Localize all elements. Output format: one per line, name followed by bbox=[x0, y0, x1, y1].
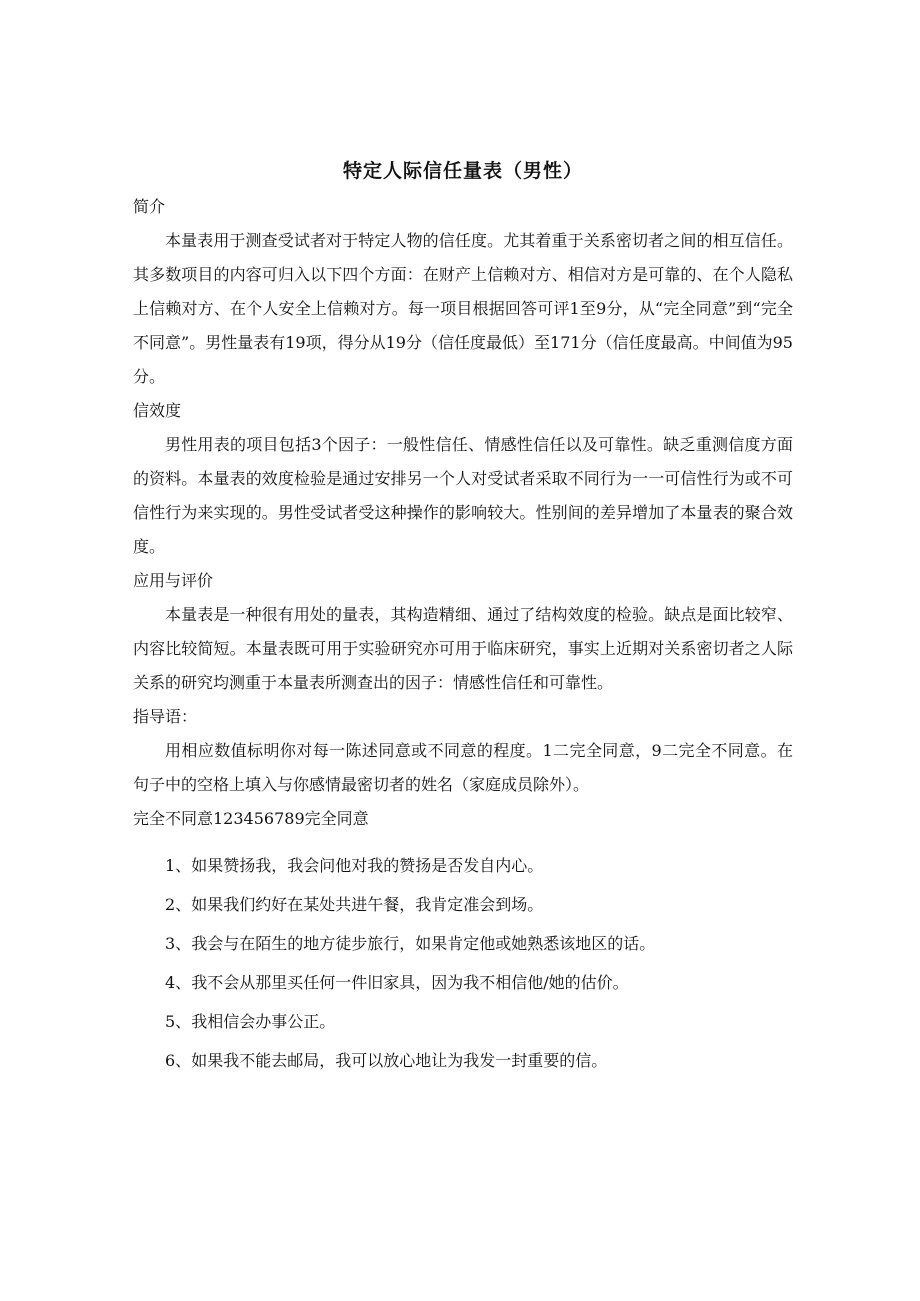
item-text: 我不会从那里买任何一件旧家具，因为我不相信他/她的估价。 bbox=[191, 973, 629, 992]
list-item bbox=[133, 924, 793, 963]
item-number: 6、 bbox=[165, 1051, 192, 1070]
question-list bbox=[133, 846, 793, 1080]
section-instructions bbox=[133, 700, 793, 802]
item-text: 如果我不能去邮局，我可以放心地让为我发一封重要的信。 bbox=[191, 1051, 608, 1070]
rating-scale-line: 完全不同意123456789完全同意 bbox=[133, 809, 369, 828]
document-page bbox=[133, 156, 793, 1080]
section-intro bbox=[133, 190, 793, 394]
section-paragraph-instructions: 用相应数值标明你对每一陈述同意或不同意的程度。1二完全同意，9二完全不同意。在句子中的空格上填入与你感情最密切者的姓名（家庭成员除外）。 bbox=[133, 741, 793, 794]
section-paragraph-reliability-validity: 男性用表的项目包括3个因子：一般性信任、情感性信任以及可靠性。缺乏重测信度方面的资料。本量表的效度检验是通过安排另一个人对受试者采取不同行为一一可信性行为或不可信性行为来实现的。男性受试者受这种操作的影响较大。性别间的差异增加了本量表的聚合效度。 bbox=[133, 435, 793, 556]
section-reliability-validity bbox=[133, 394, 793, 564]
item-number: 2、 bbox=[165, 895, 192, 914]
list-item bbox=[133, 963, 793, 1002]
item-number: 4、 bbox=[165, 973, 192, 992]
section-heading-intro: 简介 bbox=[133, 197, 166, 216]
section-paragraph-intro: 本量表用于测查受试者对于特定人物的信任度。尤其着重于关系密切者之间的相互信任。其多数项目的内容可归入以下四个方面：在财产上信赖对方、相信对方是可靠的、在个人隐私上信赖对方、在个人安全上信赖对方。每一项目根据回答可评1至9分，从“完全同意”到“完全不同意”。男性量表有19项，得分从19分（信任度最低）至171分（信任度最高。中间值为95分。 bbox=[133, 231, 793, 386]
item-number: 3、 bbox=[165, 934, 192, 953]
section-paragraph-application: 本量表是一种很有用处的量表，其构造精细、通过了结构效度的检验。缺点是面比较窄、内容比较简短。本量表既可用于实验研究亦可用于临床研究，事实上近期对关系密切者之人际关系的研究均测重于本量表所测查出的因子：情感性信任和可靠性。 bbox=[133, 605, 793, 692]
item-number: 5、 bbox=[165, 1012, 192, 1031]
list-item bbox=[133, 1041, 793, 1080]
item-text: 我相信会办事公正。 bbox=[191, 1012, 336, 1031]
item-text: 如果我们约好在某处共进午餐，我肯定准会到场。 bbox=[191, 895, 544, 914]
list-item bbox=[133, 885, 793, 924]
item-number: 1、 bbox=[165, 856, 192, 875]
document-title: 特定人际信任量表（男性） bbox=[342, 160, 583, 182]
list-item bbox=[133, 846, 793, 885]
section-heading-application: 应用与评价 bbox=[133, 571, 214, 590]
item-text: 我会与在陌生的地方徒步旅行，如果肯定他或她熟悉该地区的话。 bbox=[191, 934, 656, 953]
section-heading-instructions: 指导语： bbox=[133, 707, 198, 726]
section-heading-reliability-validity: 信效度 bbox=[133, 401, 182, 420]
section-application bbox=[133, 564, 793, 700]
item-text: 如果赞扬我，我会问他对我的赞扬是否发自内心。 bbox=[191, 856, 544, 875]
list-item bbox=[133, 1002, 793, 1041]
